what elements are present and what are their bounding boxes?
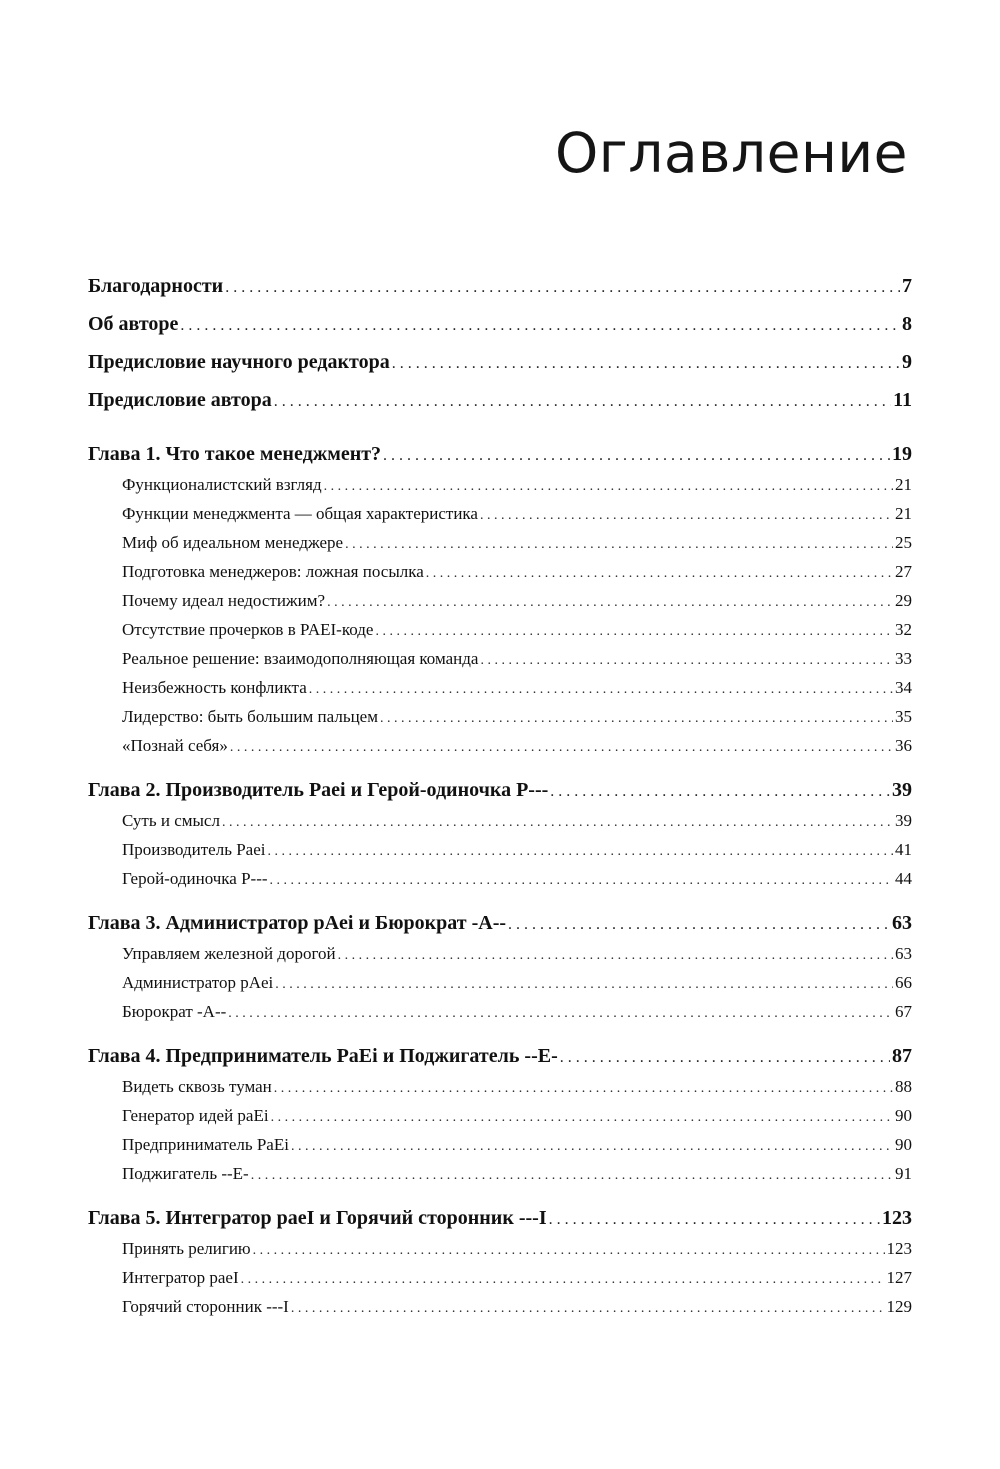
section-page: 29 [895, 591, 912, 610]
entry-page: 7 [902, 275, 912, 297]
entry-title: Предисловие автора [88, 389, 272, 411]
toc-entry[interactable] [88, 313, 912, 351]
section-entry[interactable] [122, 944, 912, 973]
section-title: Реальное решение: взаимодополняющая команда [122, 649, 479, 668]
section-entry[interactable] [122, 1239, 912, 1268]
dot-leader [480, 653, 893, 669]
section-page: 67 [895, 1002, 912, 1021]
dot-leader [375, 624, 893, 640]
section-title: Подготовка менеджеров: ложная посылка [122, 562, 424, 581]
dot-leader [241, 1272, 885, 1288]
entry-page: 9 [902, 351, 912, 373]
page-title: Оглавление [555, 121, 908, 185]
section-title: Функции менеджмента — общая характеристика [122, 504, 478, 523]
section-title: Интегратор paeI [122, 1268, 239, 1287]
section-entry[interactable] [122, 1077, 912, 1106]
section-page: 63 [895, 944, 912, 963]
section-title: Управляем железной дорогой [122, 944, 336, 963]
section-page: 123 [886, 1239, 912, 1258]
entry-title: Предисловие научного редактора [88, 351, 390, 373]
section-entry[interactable] [122, 1135, 912, 1164]
section-page: 34 [895, 678, 912, 697]
dot-leader [253, 1243, 885, 1259]
section-page: 35 [895, 707, 912, 726]
dot-leader [228, 1006, 893, 1022]
section-page: 27 [895, 562, 912, 581]
section-page: 33 [895, 649, 912, 668]
section-title: Администратор pAei [122, 973, 274, 992]
section-entry[interactable] [122, 649, 912, 678]
section-page: 66 [895, 973, 912, 992]
section-page: 21 [895, 504, 912, 523]
dot-leader [275, 977, 893, 993]
section-entry[interactable] [122, 869, 912, 898]
section-page: 90 [895, 1135, 912, 1154]
chapter-entry[interactable] [88, 443, 912, 475]
section-title: Бюрократ -A-- [122, 1002, 227, 1021]
section-title: Неизбежность конфликта [122, 678, 307, 697]
dot-leader [550, 783, 890, 801]
chapter-title: Глава 2. Производитель Paei и Герой-одиночка P--- [88, 779, 549, 801]
section-page: 41 [895, 840, 912, 859]
section-entry[interactable] [122, 707, 912, 736]
section-title: Генератор идей paEi [122, 1106, 269, 1125]
section-entry[interactable] [122, 562, 912, 591]
section-entry[interactable] [122, 840, 912, 869]
dot-leader [291, 1139, 893, 1155]
dot-leader [338, 948, 893, 964]
dot-leader [251, 1168, 893, 1184]
dot-leader [324, 479, 893, 495]
section-entry[interactable] [122, 678, 912, 707]
dot-leader [270, 873, 893, 889]
chapter-page: 19 [892, 443, 912, 465]
section-entry[interactable] [122, 1297, 912, 1326]
section-page: 36 [895, 736, 912, 755]
entry-page: 8 [902, 313, 912, 335]
section-title: Лидерство: быть большим пальцем [122, 707, 378, 726]
section-entry[interactable] [122, 811, 912, 840]
chapter-block [0, 1045, 1000, 1193]
chapter-block [0, 1207, 1000, 1326]
section-entry[interactable] [122, 1106, 912, 1135]
chapter-page: 123 [882, 1207, 912, 1229]
dot-leader [274, 393, 891, 411]
table-of-contents [0, 275, 1000, 1340]
dot-leader [380, 711, 893, 727]
section-page: 21 [895, 475, 912, 494]
section-entry[interactable] [122, 591, 912, 620]
dot-leader [291, 1301, 885, 1317]
section-title: Производитель Paei [122, 840, 266, 859]
section-page: 91 [895, 1164, 912, 1183]
section-page: 129 [886, 1297, 912, 1316]
chapter-entry[interactable] [88, 1045, 912, 1077]
section-entry[interactable] [122, 620, 912, 649]
dot-leader [549, 1211, 880, 1229]
chapter-title: Глава 5. Интегратор paeI и Горячий сторонник ---I [88, 1207, 547, 1229]
entry-title: Об авторе [88, 313, 179, 335]
section-page: 44 [895, 869, 912, 888]
section-title: «Познай себя» [122, 736, 228, 755]
toc-entry[interactable] [88, 389, 912, 427]
section-entry[interactable] [122, 1164, 912, 1193]
chapter-page: 87 [892, 1045, 912, 1067]
section-title: Видеть сквозь туман [122, 1077, 272, 1096]
entry-page: 11 [893, 389, 912, 411]
section-page: 90 [895, 1106, 912, 1125]
section-page: 39 [895, 811, 912, 830]
chapter-title: Глава 3. Администратор pAei и Бюрократ -A-- [88, 912, 507, 934]
dot-leader [274, 1081, 893, 1097]
section-page: 25 [895, 533, 912, 552]
dot-leader [327, 595, 893, 611]
front-matter-list [0, 275, 1000, 427]
chapter-title: Глава 4. Предприниматель PaEi и Поджигатель --E- [88, 1045, 558, 1067]
dot-leader [426, 566, 893, 582]
chapter-page: 63 [892, 912, 912, 934]
section-entry[interactable] [122, 736, 912, 765]
section-title: Суть и смысл [122, 811, 220, 830]
section-page: 88 [895, 1077, 912, 1096]
dot-leader [560, 1049, 890, 1067]
section-title: Отсутствие прочерков в PAEI-коде [122, 620, 374, 639]
dot-leader [271, 1110, 893, 1126]
chapter-page: 39 [892, 779, 912, 801]
chapter-entry[interactable] [88, 779, 912, 811]
section-page: 32 [895, 620, 912, 639]
dot-leader [225, 279, 900, 297]
section-entry[interactable] [122, 475, 912, 504]
section-entry[interactable] [122, 533, 912, 562]
toc-entry[interactable] [88, 351, 912, 389]
dot-leader [383, 447, 890, 465]
section-title: Миф об идеальном менеджере [122, 533, 344, 552]
chapter-block [0, 779, 1000, 898]
section-title: Принять религию [122, 1239, 251, 1258]
section-title: Функционалистский взгляд [122, 475, 322, 494]
chapter-entry[interactable] [88, 1207, 912, 1239]
dot-leader [508, 916, 890, 934]
dot-leader [309, 682, 893, 698]
section-entry[interactable] [122, 1268, 912, 1297]
section-entry[interactable] [122, 1002, 912, 1031]
dot-leader [180, 317, 900, 335]
section-title: Предприниматель PaEi [122, 1135, 289, 1154]
dot-leader [345, 537, 893, 553]
dot-leader [392, 355, 900, 373]
dot-leader [268, 844, 894, 860]
dot-leader [222, 815, 893, 831]
section-title: Герой-одиночка P--- [122, 869, 268, 888]
chapter-title: Глава 1. Что такое менеджмент? [88, 443, 382, 465]
chapter-entry[interactable] [88, 912, 912, 944]
chapter-block [0, 912, 1000, 1031]
section-title: Почему идеал недостижим? [122, 591, 326, 610]
toc-entry[interactable] [88, 275, 912, 313]
section-entry[interactable] [122, 973, 912, 1002]
section-title: Горячий сторонник ---I [122, 1297, 289, 1316]
dot-leader [230, 740, 893, 756]
chapter-block [0, 443, 1000, 765]
section-page: 127 [886, 1268, 912, 1287]
section-title: Поджигатель --E- [122, 1164, 249, 1183]
section-entry[interactable] [122, 504, 912, 533]
dot-leader [480, 508, 893, 524]
entry-title: Благодарности [88, 275, 224, 297]
